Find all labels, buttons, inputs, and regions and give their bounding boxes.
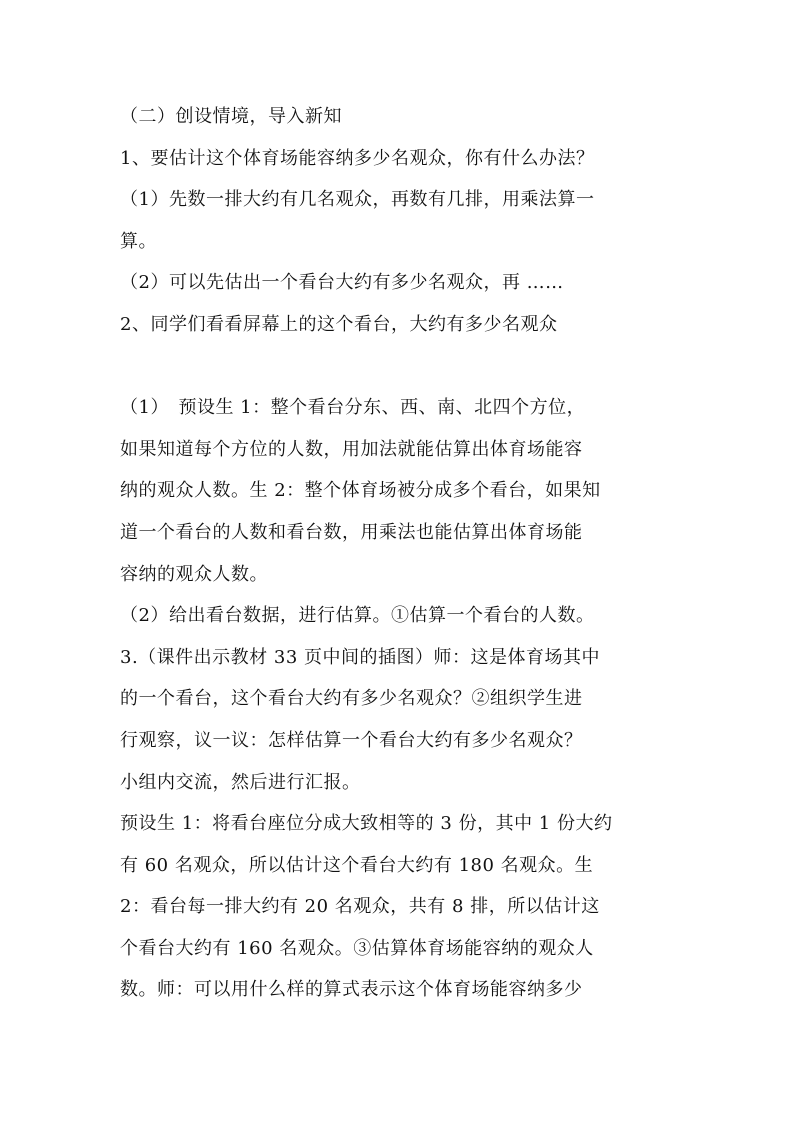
text-line: 小组内交流，然后进行汇报。 <box>120 771 361 793</box>
text-line: 3.（课件出示教材 33 页中间的插图）师：这是体育场其中 <box>120 646 601 668</box>
text-line: 如果知道每个方位的人数，用加法就能估算出体育场能容 <box>120 438 583 460</box>
question-1: 1、要估计这个体育场能容纳多少名观众，你有什么办法？ <box>120 147 595 169</box>
text-line: 2：看台每一排大约有 20 名观众，共有 8 排，所以估计这 <box>120 896 600 918</box>
text-line: 容纳的观众人数。 <box>120 563 268 585</box>
text-line: （2）给出看台数据，进行估算。①估算一个看台的人数。 <box>120 605 595 627</box>
text-line: 个看台大约有 160 名观众。③估算体育场能容纳的观众人 <box>120 937 594 959</box>
question-2: 2、同学们看看屏幕上的这个看台，大约有多少名观众 <box>120 313 558 335</box>
text-line: 道一个看台的人数和看台数，用乘法也能估算出体育场能 <box>120 521 583 543</box>
text-line: 算。 <box>120 230 157 252</box>
text-line: 有 60 名观众，所以估计这个看台大约有 180 名观众。生 <box>120 854 594 876</box>
text-line: （2）可以先估出一个看台大约有多少名观众，再 …… <box>120 272 564 294</box>
text-line: 的一个看台，这个看台大约有多少名观众？②组织学生进 <box>120 688 583 710</box>
text-line: 行观察，议一议：怎样估算一个看台大约有多少名观众？ <box>120 729 583 751</box>
blank-line <box>120 346 680 388</box>
document-body <box>120 96 680 1011</box>
text-line: 数。师：可以用什么样的算式表示这个体育场能容纳多少 <box>120 979 583 1001</box>
text-line: （1）先数一排大约有几名观众，再数有几排，用乘法算一 <box>120 189 595 211</box>
section-heading: （二）创设情境，导入新知 <box>120 106 342 127</box>
text-line: 预设生 1：将看台座位分成大致相等的 3 份，其中 1 份大约 <box>120 813 613 835</box>
text-line: 纳的观众人数。生 2：整个体育场被分成多个看台，如果知 <box>120 480 601 502</box>
text-line: （1） 预设生 1：整个看台分东、西、南、北四个方位， <box>120 397 586 419</box>
